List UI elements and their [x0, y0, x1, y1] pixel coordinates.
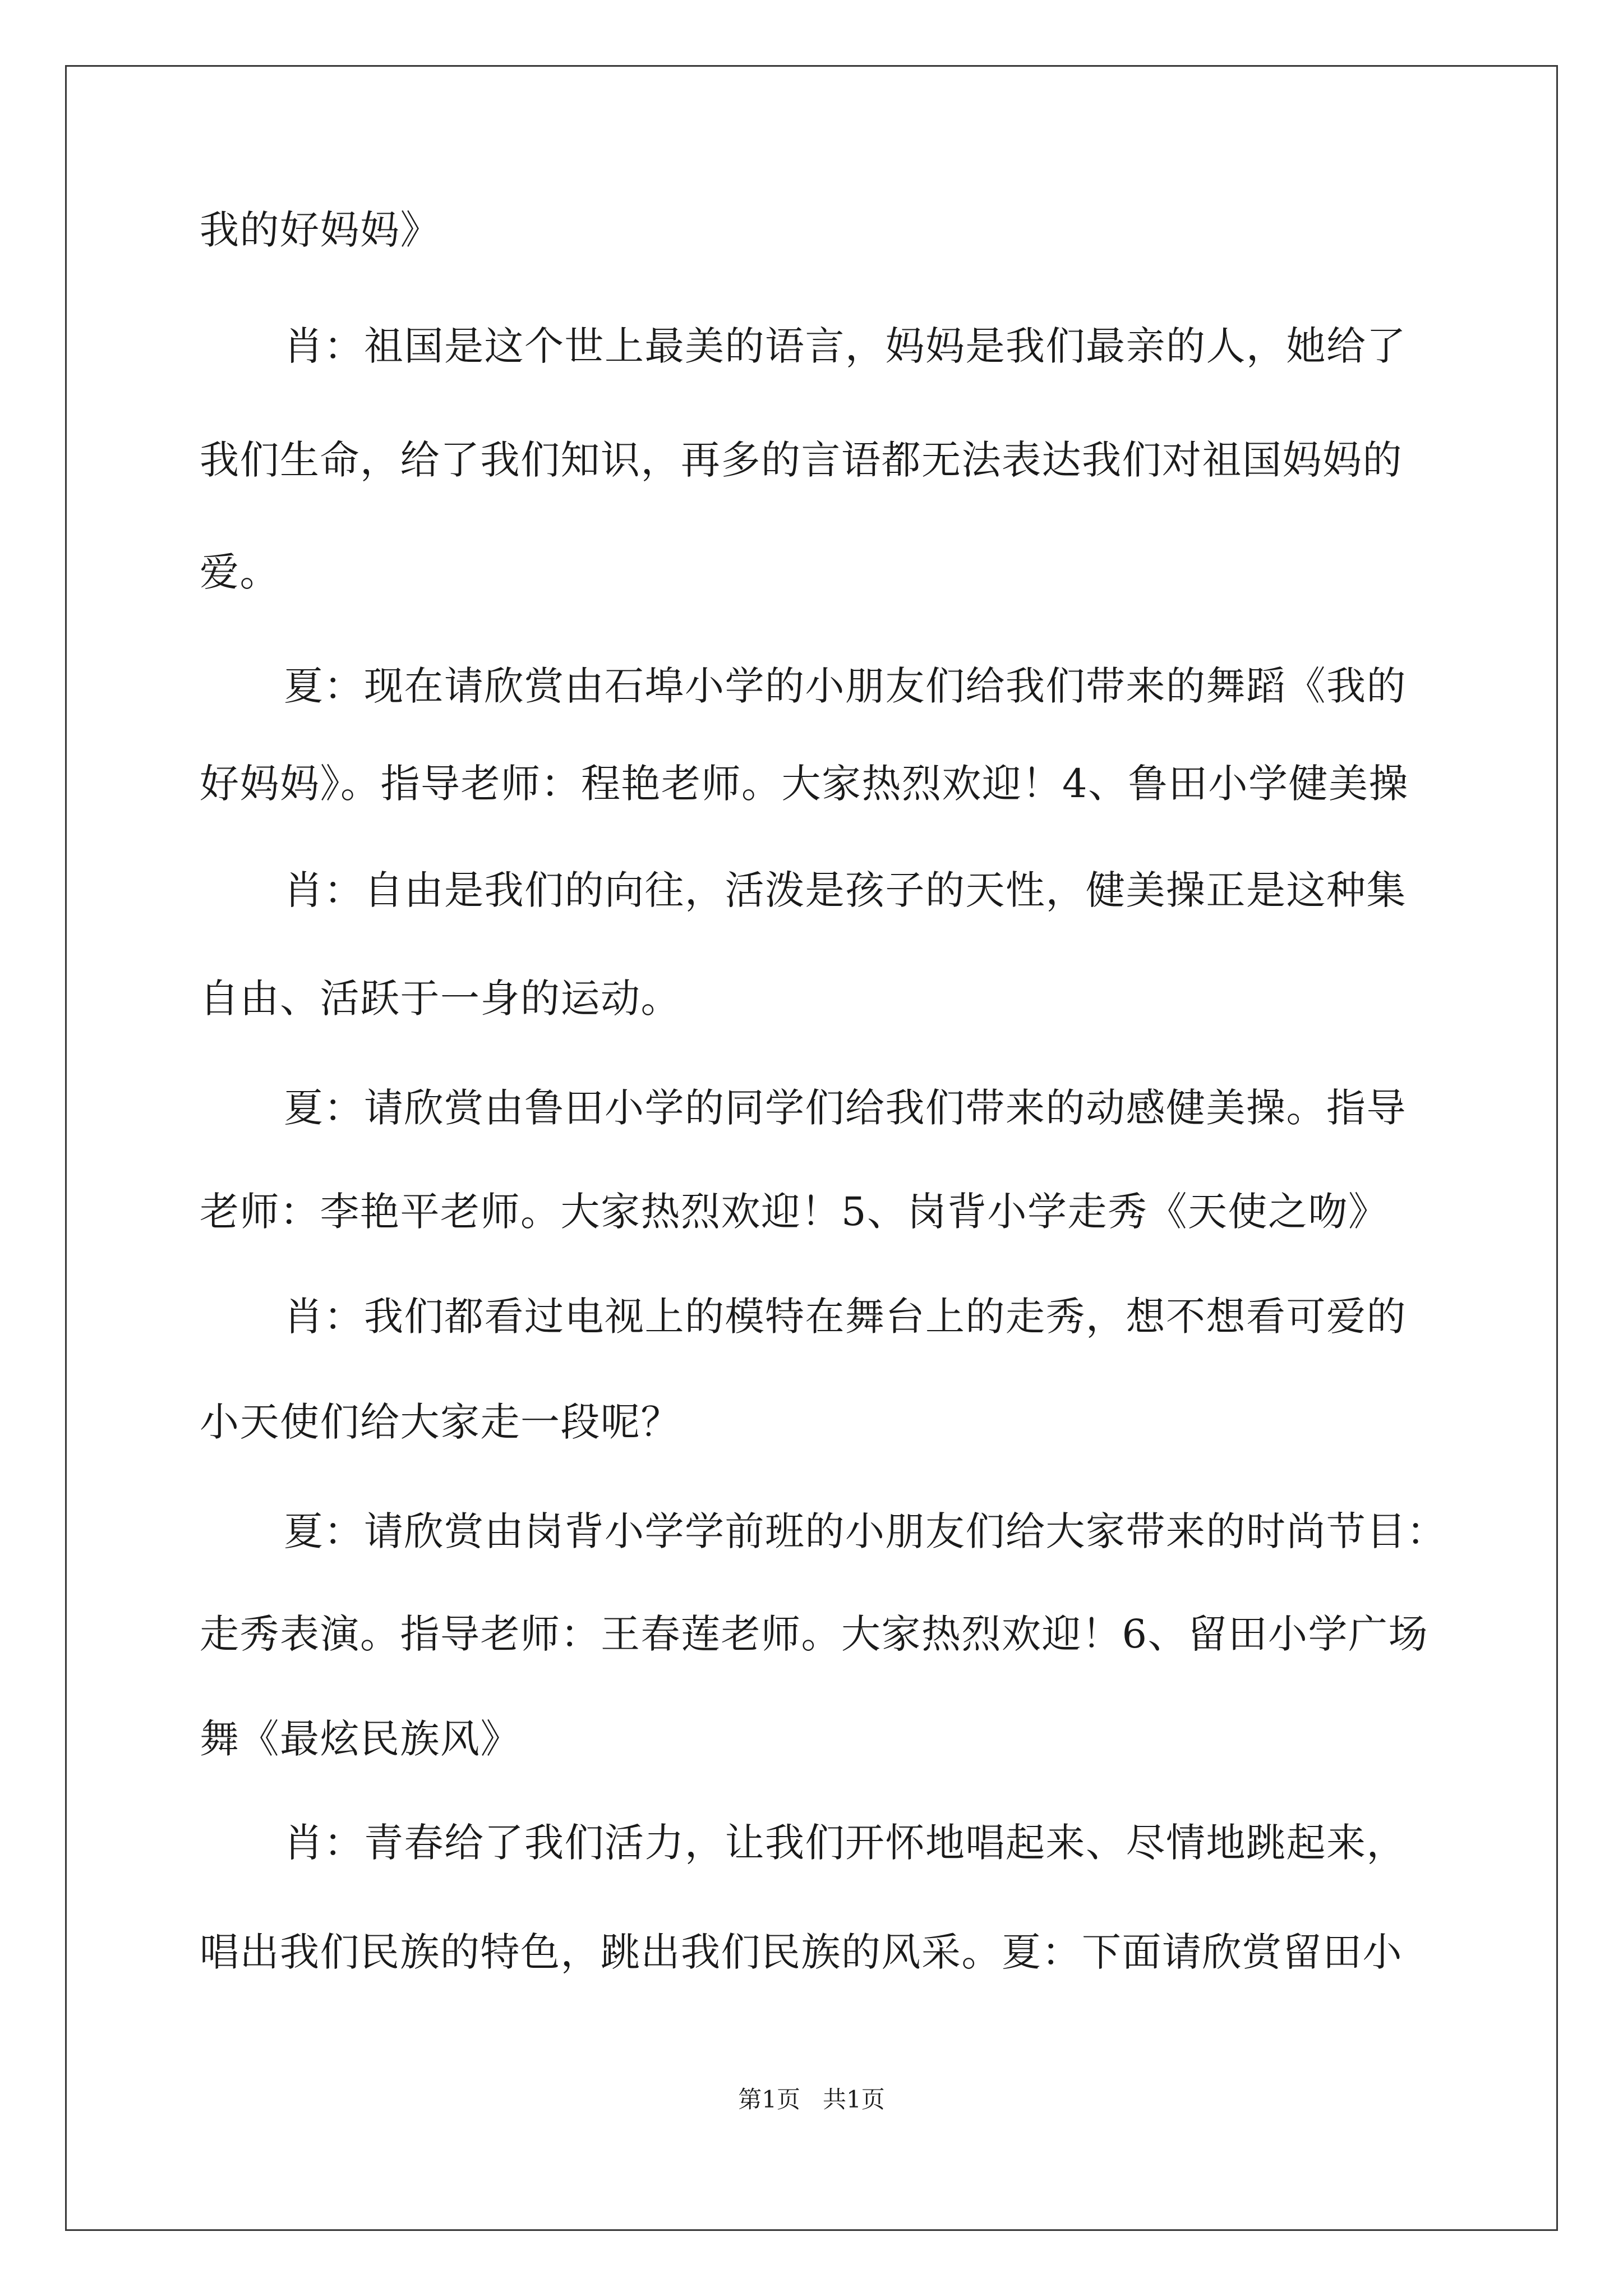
text-line: 小天使们给大家走一段呢？ [200, 1399, 681, 1445]
paragraph-line: 肖：青春给了我们活力，让我们开怀地唱起来、尽情地跳起来， [284, 1820, 1407, 1866]
text-line: 唱出我们民族的特色，跳出我们民族的风采。夏：下面请欣赏留田小 [200, 1929, 1403, 1975]
paragraph-line: 肖：我们都看过电视上的模特在舞台上的走秀，想不想看可爱的 [284, 1294, 1407, 1340]
page-number-footer: 第1页 共1页 [738, 2086, 885, 2113]
text-line: 老师：李艳平老师。大家热烈欢迎！5、岗背小学走秀《天使之吻》 [200, 1189, 1389, 1235]
paragraph-line: 肖：自由是我们的向往，活泼是孩子的天性，健美操正是这种集 [284, 867, 1407, 913]
text-line: 走秀表演。指导老师：王春莲老师。大家热烈欢迎！6、留田小学广场 [200, 1611, 1429, 1657]
page-border [65, 65, 1558, 2231]
text-line: 我的好妈妈》 [200, 207, 440, 253]
paragraph-line: 肖：祖国是这个世上最美的语言，妈妈是我们最亲的人，她给了 [284, 323, 1407, 369]
text-line: 爱。 [200, 549, 280, 595]
text-line: 好妈妈》。指导老师：程艳老师。大家热烈欢迎！4、鲁田小学健美操 [200, 761, 1409, 807]
paragraph-line: 夏：现在请欣赏由石埠小学的小朋友们给我们带来的舞蹈《我的 [284, 663, 1407, 709]
text-line: 我们生命，给了我们知识，再多的言语都无法表达我们对祖国妈妈的 [200, 437, 1403, 483]
paragraph-line: 夏：请欣赏由鲁田小学的同学们给我们带来的动感健美操。指导 [284, 1085, 1407, 1131]
text-line: 自由、活跃于一身的运动。 [200, 976, 681, 1022]
text-line: 舞《最炫民族风》 [200, 1716, 520, 1762]
paragraph-line: 夏：请欣赏由岗背小学学前班的小朋友们给大家带来的时尚节目： [284, 1508, 1447, 1554]
